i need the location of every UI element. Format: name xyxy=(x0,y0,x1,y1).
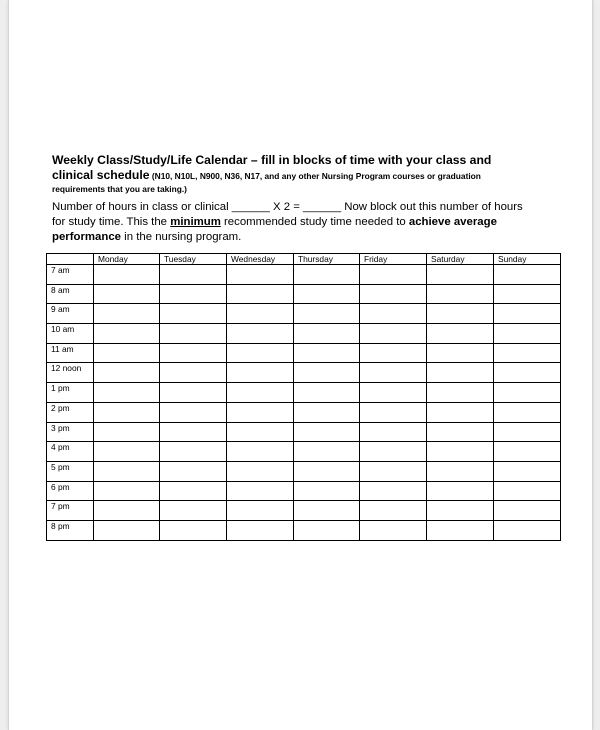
schedule-cell-friday[interactable] xyxy=(360,383,427,403)
schedule-cell-thursday[interactable] xyxy=(294,481,360,501)
corner-cell xyxy=(47,254,94,265)
table-row xyxy=(47,383,561,403)
schedule-cell-thursday[interactable] xyxy=(294,284,360,304)
weekly-calendar-table xyxy=(46,253,561,541)
minimum-emphasis: minimum xyxy=(170,215,221,228)
schedule-cell-wednesday[interactable] xyxy=(227,461,294,481)
nursing-program-text: in the nursing program. xyxy=(121,230,242,243)
day-header-thursday: Thursday xyxy=(294,254,360,265)
schedule-cell-monday[interactable] xyxy=(94,265,160,285)
hours-study-time-line xyxy=(52,215,572,230)
time-slot-label: 12 noon xyxy=(47,363,94,383)
day-header-friday: Friday xyxy=(360,254,427,265)
schedule-cell-wednesday[interactable] xyxy=(227,520,294,540)
schedule-cell-saturday[interactable] xyxy=(427,363,494,383)
schedule-cell-wednesday[interactable] xyxy=(227,481,294,501)
schedule-cell-sunday[interactable] xyxy=(494,383,561,403)
schedule-cell-monday[interactable] xyxy=(94,461,160,481)
schedule-cell-friday[interactable] xyxy=(360,422,427,442)
schedule-cell-tuesday[interactable] xyxy=(160,422,227,442)
heading-title-line: Weekly Class/Study/Life Calendar – fill in blocks of time with your class and xyxy=(52,153,492,167)
time-slot-label: 5 pm xyxy=(47,461,94,481)
schedule-cell-saturday[interactable] xyxy=(427,383,494,403)
schedule-cell-monday[interactable] xyxy=(94,520,160,540)
schedule-cell-wednesday[interactable] xyxy=(227,343,294,363)
schedule-cell-sunday[interactable] xyxy=(494,442,561,462)
schedule-cell-sunday[interactable] xyxy=(494,501,561,521)
schedule-cell-friday[interactable] xyxy=(360,481,427,501)
schedule-cell-saturday[interactable] xyxy=(427,343,494,363)
schedule-cell-monday[interactable] xyxy=(94,343,160,363)
schedule-cell-sunday[interactable] xyxy=(494,422,561,442)
schedule-cell-saturday[interactable] xyxy=(427,442,494,462)
study-time-text: for study time. This the xyxy=(52,215,171,228)
schedule-cell-thursday[interactable] xyxy=(294,520,360,540)
schedule-cell-friday[interactable] xyxy=(360,304,427,324)
time-slot-label: 2 pm xyxy=(47,402,94,422)
schedule-cell-friday[interactable] xyxy=(360,501,427,521)
schedule-cell-monday[interactable] xyxy=(94,442,160,462)
schedule-cell-friday[interactable] xyxy=(360,461,427,481)
schedule-cell-tuesday[interactable] xyxy=(160,343,227,363)
day-header-monday: Monday xyxy=(94,254,160,265)
schedule-cell-wednesday[interactable] xyxy=(227,501,294,521)
schedule-cell-tuesday[interactable] xyxy=(160,324,227,344)
schedule-cell-thursday[interactable] xyxy=(294,265,360,285)
schedule-cell-friday[interactable] xyxy=(360,343,427,363)
table-row xyxy=(47,442,561,462)
schedule-cell-monday[interactable] xyxy=(94,363,160,383)
schedule-cell-sunday[interactable] xyxy=(494,402,561,422)
schedule-cell-thursday[interactable] xyxy=(294,501,360,521)
table-row xyxy=(47,481,561,501)
schedule-cell-sunday[interactable] xyxy=(494,265,561,285)
day-header-wednesday: Wednesday xyxy=(227,254,294,265)
schedule-cell-sunday[interactable] xyxy=(494,343,561,363)
table-row xyxy=(47,461,561,481)
schedule-cell-saturday[interactable] xyxy=(427,481,494,501)
schedule-cell-thursday[interactable] xyxy=(294,422,360,442)
document-page xyxy=(8,0,593,730)
schedule-cell-thursday[interactable] xyxy=(294,343,360,363)
schedule-cell-friday[interactable] xyxy=(360,284,427,304)
schedule-cell-saturday[interactable] xyxy=(427,284,494,304)
schedule-cell-sunday[interactable] xyxy=(494,304,561,324)
schedule-cell-tuesday[interactable] xyxy=(160,383,227,403)
schedule-cell-wednesday[interactable] xyxy=(227,363,294,383)
schedule-cell-sunday[interactable] xyxy=(494,481,561,501)
time-slot-label: 8 pm xyxy=(47,520,94,540)
schedule-cell-thursday[interactable] xyxy=(294,324,360,344)
schedule-cell-tuesday[interactable] xyxy=(160,304,227,324)
schedule-cell-thursday[interactable] xyxy=(294,442,360,462)
schedule-cell-thursday[interactable] xyxy=(294,383,360,403)
schedule-cell-saturday[interactable] xyxy=(427,520,494,540)
schedule-cell-wednesday[interactable] xyxy=(227,422,294,442)
schedule-cell-tuesday[interactable] xyxy=(160,265,227,285)
schedule-cell-monday[interactable] xyxy=(94,284,160,304)
table-row xyxy=(47,520,561,540)
schedule-cell-saturday[interactable] xyxy=(427,422,494,442)
schedule-cell-tuesday[interactable] xyxy=(160,461,227,481)
schedule-cell-tuesday[interactable] xyxy=(160,402,227,422)
schedule-cell-thursday[interactable] xyxy=(294,363,360,383)
day-header-tuesday: Tuesday xyxy=(160,254,227,265)
time-slot-label: 1 pm xyxy=(47,383,94,403)
time-slot-label: 4 pm xyxy=(47,442,94,462)
hours-formula-line: Number of hours in class or clinical ______ X 2 = ______ Now block out this number of hours xyxy=(52,201,523,213)
table-row xyxy=(47,402,561,422)
schedule-cell-monday[interactable] xyxy=(94,481,160,501)
schedule-cell-sunday[interactable] xyxy=(494,284,561,304)
table-row xyxy=(47,422,561,442)
schedule-cell-friday[interactable] xyxy=(360,265,427,285)
schedule-cell-thursday[interactable] xyxy=(294,461,360,481)
schedule-cell-saturday[interactable] xyxy=(427,402,494,422)
schedule-cell-friday[interactable] xyxy=(360,324,427,344)
schedule-cell-friday[interactable] xyxy=(360,442,427,462)
schedule-cell-wednesday[interactable] xyxy=(227,383,294,403)
table-row xyxy=(47,304,561,324)
day-header-saturday: Saturday xyxy=(427,254,494,265)
schedule-cell-thursday[interactable] xyxy=(294,304,360,324)
schedule-cell-friday[interactable] xyxy=(360,520,427,540)
calendar-body xyxy=(47,265,561,541)
time-slot-label: 3 pm xyxy=(47,422,94,442)
schedule-cell-sunday[interactable] xyxy=(494,363,561,383)
schedule-cell-wednesday[interactable] xyxy=(227,304,294,324)
schedule-cell-tuesday[interactable] xyxy=(160,363,227,383)
schedule-cell-monday[interactable] xyxy=(94,501,160,521)
schedule-cell-monday[interactable] xyxy=(94,383,160,403)
schedule-cell-tuesday[interactable] xyxy=(160,520,227,540)
schedule-cell-sunday[interactable] xyxy=(494,324,561,344)
heading-requirements-line: requirements that you are taking.) xyxy=(52,184,187,194)
schedule-cell-wednesday[interactable] xyxy=(227,324,294,344)
schedule-cell-saturday[interactable] xyxy=(427,501,494,521)
schedule-cell-tuesday[interactable] xyxy=(160,442,227,462)
time-slot-label: 7 pm xyxy=(47,501,94,521)
table-row xyxy=(47,284,561,304)
schedule-cell-monday[interactable] xyxy=(94,402,160,422)
schedule-cell-thursday[interactable] xyxy=(294,402,360,422)
table-row xyxy=(47,265,561,285)
schedule-cell-wednesday[interactable] xyxy=(227,284,294,304)
time-slot-label: 10 am xyxy=(47,324,94,344)
heading-schedule-line xyxy=(52,168,552,184)
hours-performance-line xyxy=(52,230,572,245)
time-slot-label: 11 am xyxy=(47,343,94,363)
recommended-text: recommended study time needed to xyxy=(220,215,409,228)
schedule-cell-tuesday[interactable] xyxy=(160,481,227,501)
achieve-average-text: achieve average xyxy=(408,215,497,228)
schedule-cell-wednesday[interactable] xyxy=(227,442,294,462)
study-hours-instructions xyxy=(52,200,572,244)
schedule-cell-wednesday[interactable] xyxy=(227,402,294,422)
schedule-cell-friday[interactable] xyxy=(360,402,427,422)
schedule-cell-saturday[interactable] xyxy=(427,461,494,481)
table-row xyxy=(47,501,561,521)
table-row xyxy=(47,343,561,363)
calendar-header-row xyxy=(47,254,561,265)
heading-schedule-label: clinical schedule xyxy=(52,168,150,182)
schedule-cell-sunday[interactable] xyxy=(494,461,561,481)
time-slot-label: 8 am xyxy=(47,284,94,304)
day-header-sunday: Sunday xyxy=(494,254,561,265)
time-slot-label: 6 pm xyxy=(47,481,94,501)
schedule-cell-tuesday[interactable] xyxy=(160,501,227,521)
schedule-cell-saturday[interactable] xyxy=(427,304,494,324)
time-slot-label: 9 am xyxy=(47,304,94,324)
schedule-cell-monday[interactable] xyxy=(94,324,160,344)
schedule-cell-saturday[interactable] xyxy=(427,265,494,285)
schedule-cell-monday[interactable] xyxy=(94,422,160,442)
schedule-cell-saturday[interactable] xyxy=(427,324,494,344)
table-row xyxy=(47,324,561,344)
schedule-cell-sunday[interactable] xyxy=(494,520,561,540)
schedule-cell-tuesday[interactable] xyxy=(160,284,227,304)
performance-text: performance xyxy=(52,230,122,243)
time-slot-label: 7 am xyxy=(47,265,94,285)
table-row xyxy=(47,363,561,383)
schedule-cell-wednesday[interactable] xyxy=(227,265,294,285)
calendar-heading xyxy=(52,153,552,195)
schedule-cell-friday[interactable] xyxy=(360,363,427,383)
heading-course-list: (N10, N10L, N900, N36, N17, and any other Nursing Program courses or graduation xyxy=(149,171,481,181)
schedule-cell-monday[interactable] xyxy=(94,304,160,324)
